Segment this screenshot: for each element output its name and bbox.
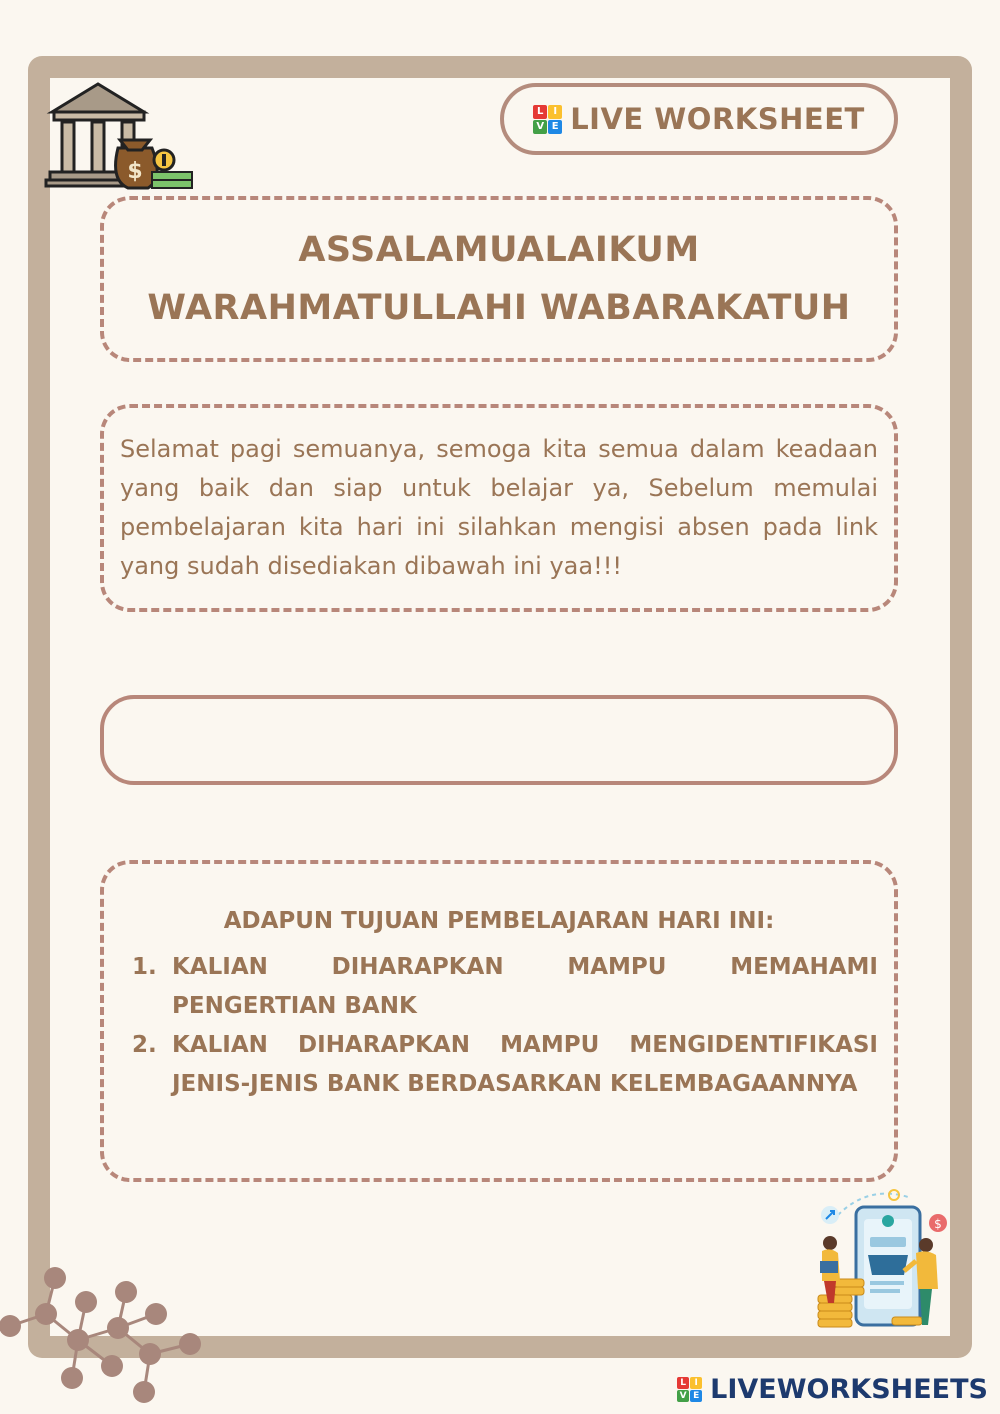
- svg-text:$: $: [934, 1217, 942, 1231]
- logo-letter: I: [548, 105, 562, 119]
- logo-letter: V: [677, 1390, 689, 1402]
- learning-goals-box: [100, 860, 898, 1182]
- logo-letter: I: [690, 1377, 702, 1389]
- greeting-title-box: [100, 196, 898, 362]
- logo-letter: L: [677, 1377, 689, 1389]
- live-logo-icon: [533, 105, 562, 134]
- list-item: [132, 948, 878, 1026]
- footer-brand-text: LIVEWORKSHEETS: [710, 1374, 988, 1405]
- greeting-message-box: [100, 404, 898, 612]
- goals-heading: ADAPUN TUJUAN PEMBELAJARAN HARI INI:: [223, 908, 775, 934]
- attendance-link-field[interactable]: [100, 695, 898, 785]
- title-line-2: WARAHMATULLAHI WABARAKATUH: [147, 288, 851, 328]
- footer-brand: [677, 1374, 988, 1405]
- live-worksheet-badge: [500, 83, 898, 155]
- mobile-banking-illustration-icon: [808, 1185, 958, 1335]
- molecule-decoration-icon: [0, 1262, 210, 1414]
- greeting-message: Selamat pagi semuanya, semoga kita semua dalam keadaan yang baik dan siap untuk belajar ya, Sebelum memulai pembelajaran kita hari ini silahkan mengisi absen pada link yang sudah disediakan dibawah ini yaa!!!: [120, 435, 878, 580]
- list-number: 1.: [132, 954, 157, 980]
- logo-letter: E: [548, 120, 562, 134]
- cash-icon: [152, 172, 192, 188]
- list-item: [132, 1026, 878, 1104]
- badge-label: LIVE WORKSHEET: [570, 102, 865, 136]
- bank-building-icon: [44, 80, 194, 192]
- svg-text:$: $: [127, 159, 143, 184]
- title-line-1: ASSALAMUALAIKUM: [298, 230, 700, 270]
- money-bag-icon: [116, 140, 158, 188]
- list-number: 2.: [132, 1032, 157, 1058]
- goals-list: [132, 948, 878, 1104]
- logo-letter: V: [533, 120, 547, 134]
- list-text: KALIAN DIHARAPKAN MAMPU MENGIDENTIFIKASI JENIS-JENIS BANK BERDASARKAN KELEMBAGAANNYA: [172, 1032, 878, 1097]
- logo-letter: E: [690, 1390, 702, 1402]
- live-logo-icon: [677, 1377, 702, 1402]
- list-text: KALIAN DIHARAPKAN MAMPU MEMAHAMI PENGERTIAN BANK: [172, 954, 878, 1019]
- logo-letter: L: [533, 105, 547, 119]
- coin-icon: [154, 150, 174, 170]
